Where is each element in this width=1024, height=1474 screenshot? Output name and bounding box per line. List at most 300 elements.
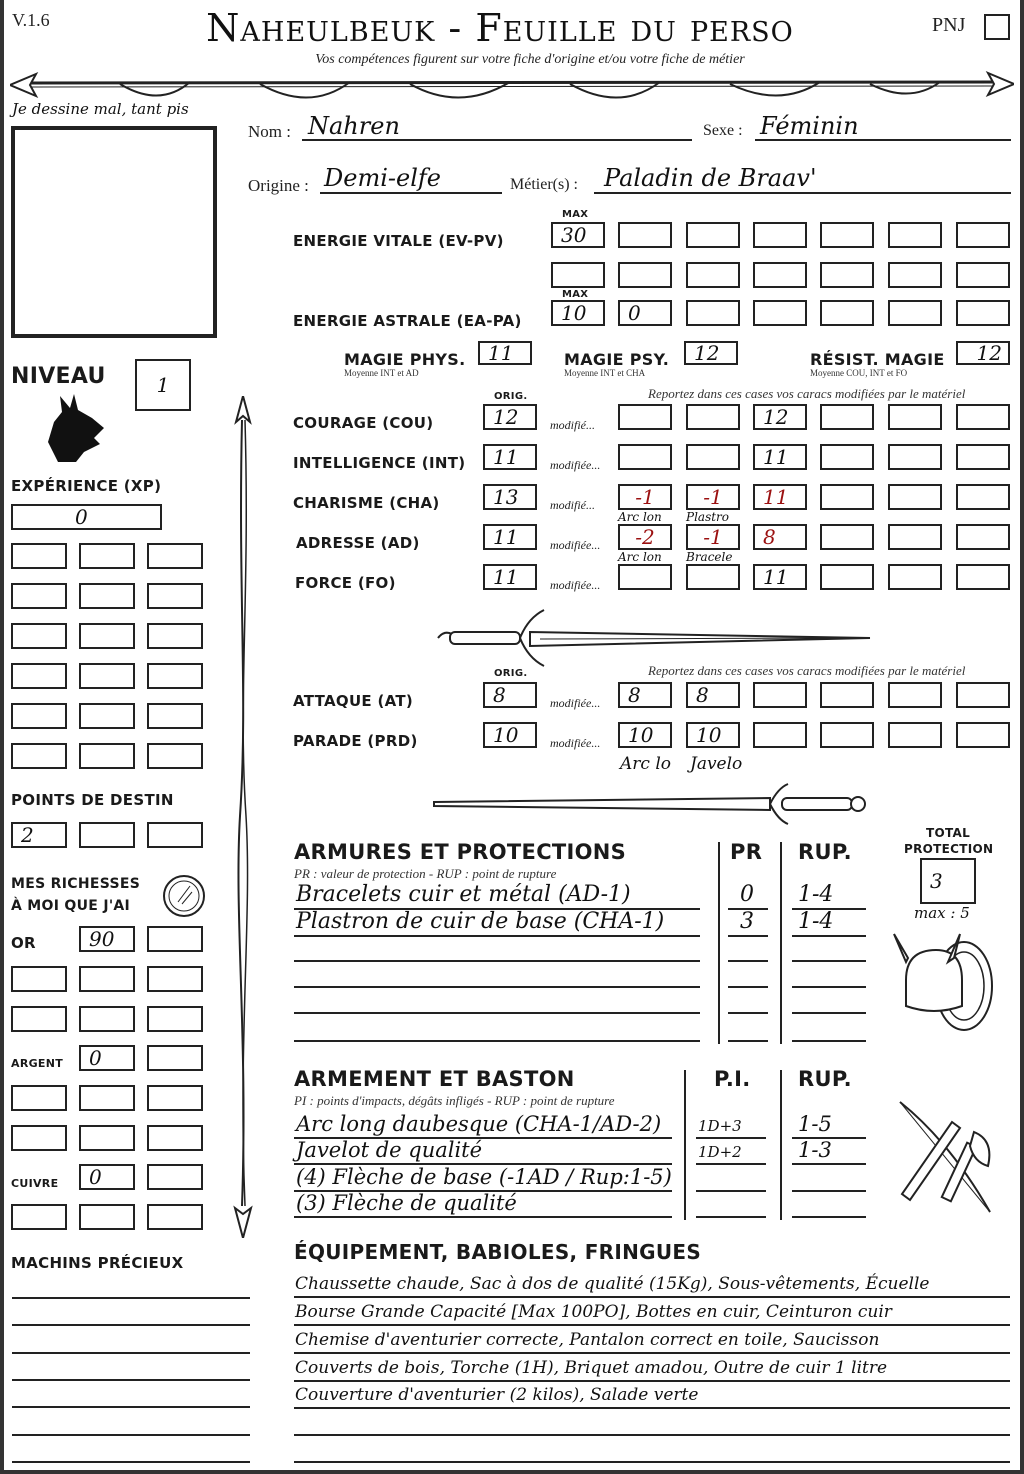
carac-mod-box[interactable] <box>753 564 807 590</box>
combat-mod-box-value <box>958 724 1008 746</box>
carac-mod-box[interactable] <box>686 444 740 470</box>
magie-psy-box[interactable] <box>684 341 738 365</box>
xp-box[interactable] <box>79 543 135 569</box>
armures-title: ARMURES ET PROTECTIONS <box>294 840 627 864</box>
xp-box[interactable] <box>79 583 135 609</box>
carac-mod-box[interactable] <box>888 484 942 510</box>
total-protection-value: 3 <box>930 869 943 893</box>
niveau-value: 1 <box>156 373 170 397</box>
resist-magie-note: Moyenne COU, INT et FO <box>810 368 908 378</box>
carac-mod-box-value: 11 <box>763 485 789 509</box>
armure-rup[interactable]: 1-4 <box>798 882 834 907</box>
niveau-box[interactable] <box>135 359 191 411</box>
carac-mod-note: Arc lon <box>618 550 662 564</box>
armures-col-divider-1 <box>718 842 720 1044</box>
combat-label: ATTAQUE (AT) <box>293 692 414 710</box>
xp-box[interactable] <box>11 543 67 569</box>
combat-modifie-label: modifiée... <box>550 736 601 750</box>
destin-box[interactable] <box>11 822 67 848</box>
money-box[interactable] <box>11 1204 67 1230</box>
carac-label: COURAGE (COU) <box>293 414 434 432</box>
carac-mod-box[interactable] <box>686 484 740 510</box>
origine-underline <box>320 192 502 194</box>
combat-mod-box-value: 8 <box>628 683 641 707</box>
destin-label: POINTS DE DESTIN <box>11 791 174 809</box>
armure-line <box>294 986 700 988</box>
armement-note: PI : points d'impacts, dégâts infligés - RUP : point de rupture <box>294 1093 615 1108</box>
arme-rup-line <box>792 1190 866 1192</box>
xp-box[interactable] <box>147 623 203 649</box>
destin-box[interactable] <box>79 822 135 848</box>
carac-mod-box-value <box>822 566 872 588</box>
armure-rup-line <box>792 986 866 988</box>
carac-mod-box[interactable] <box>753 404 807 430</box>
armure-line <box>294 935 700 937</box>
equipement-line-text[interactable]: Chaussette chaude, Sac à dos de qualité (15Kg), Sous-vêtements, Écuelle <box>295 1274 930 1294</box>
money-box[interactable] <box>79 1125 135 1151</box>
ea-label: ENERGIE ASTRALE (EA-PA) <box>293 312 522 330</box>
carac-mod-box[interactable] <box>618 524 672 550</box>
carac-mod-box[interactable] <box>956 524 1010 550</box>
armure-pr-line <box>728 1040 768 1042</box>
xp-box[interactable] <box>147 663 203 689</box>
armure-rup-line <box>792 960 866 962</box>
carac-label: FORCE (FO) <box>295 574 396 592</box>
resist-magie-value: 12 <box>976 341 1002 365</box>
carac-mod-box[interactable] <box>686 404 740 430</box>
combat-mod-box-value <box>822 684 872 706</box>
ev-box-value <box>822 224 872 246</box>
arme-rup-line <box>792 1216 866 1218</box>
carac-mod-box[interactable] <box>820 564 874 590</box>
ev-box[interactable] <box>956 262 1010 288</box>
xp-box[interactable] <box>147 703 203 729</box>
money-box[interactable] <box>147 1204 203 1230</box>
dragon-head-icon <box>40 392 106 464</box>
combat-mod-box[interactable] <box>753 722 807 748</box>
ev-box[interactable] <box>618 262 672 288</box>
magie-phys-box[interactable] <box>478 341 532 365</box>
money-box[interactable] <box>147 1125 203 1151</box>
carac-mod-box[interactable] <box>956 444 1010 470</box>
carac-mod-box[interactable] <box>820 404 874 430</box>
carac-orig-box[interactable] <box>483 564 537 590</box>
magie-psy-value: 12 <box>694 341 720 365</box>
money-box[interactable] <box>79 966 135 992</box>
combat-mod-box[interactable] <box>956 682 1010 708</box>
carac-mod-box-value <box>620 446 670 468</box>
combat-mod-box[interactable] <box>618 682 672 708</box>
ev-box-value <box>822 264 872 286</box>
destin-box-value: 2 <box>21 823 34 847</box>
resist-magie-box[interactable] <box>956 341 1010 365</box>
carac-mod-box-value <box>688 446 738 468</box>
xp-box[interactable] <box>11 703 67 729</box>
xp-box[interactable] <box>147 743 203 769</box>
combat-orig-box[interactable] <box>483 722 537 748</box>
carac-mod-box-value: -1 <box>635 485 655 509</box>
ev-box[interactable] <box>820 262 874 288</box>
carac-modifie-label: modifiée... <box>550 578 601 592</box>
carac-mod-box[interactable] <box>686 524 740 550</box>
carac-label: ADRESSE (AD) <box>296 534 420 552</box>
nom-value[interactable]: Nahren <box>308 112 400 140</box>
ev-box-value: 30 <box>561 223 587 247</box>
xp-box[interactable] <box>79 623 135 649</box>
ev-box[interactable] <box>888 222 942 248</box>
ea-box-value: 0 <box>628 301 641 325</box>
carac-mod-box[interactable] <box>956 564 1010 590</box>
xp-box[interactable] <box>11 663 67 689</box>
coin-icon <box>160 872 208 920</box>
ev-box[interactable] <box>686 222 740 248</box>
armure-line <box>294 1012 700 1014</box>
carac-orig-box-value: 11 <box>493 565 519 589</box>
armement-title: ARMEMENT ET BASTON <box>294 1067 575 1091</box>
money-box-value: 0 <box>89 1165 102 1189</box>
arme-pi-line <box>696 1190 766 1192</box>
destin-box[interactable] <box>147 822 203 848</box>
sexe-label: Sexe : <box>703 122 743 139</box>
spear-vertical-icon <box>228 396 258 1238</box>
equipement-line-text[interactable]: Chemise d'aventurier correcte, Pantalon correct en toile, Saucisson <box>295 1330 880 1350</box>
carac-mod-box[interactable] <box>956 404 1010 430</box>
equipement-line <box>294 1461 1010 1463</box>
carac-mod-note: Bracele <box>686 550 733 564</box>
carac-mod-box-value <box>688 566 738 588</box>
metier-label: Métier(s) : <box>510 176 578 193</box>
carac-mod-box-value: 8 <box>763 525 776 549</box>
machins-line[interactable] <box>12 1434 250 1436</box>
carac-mod-box[interactable] <box>686 564 740 590</box>
armure-pr-line <box>728 986 768 988</box>
combat-note-1: Arc lo <box>620 754 671 774</box>
money-box[interactable] <box>147 1045 203 1071</box>
caracs-orig-label: ORIG. <box>494 391 528 402</box>
armement-col-divider-2 <box>780 1070 782 1220</box>
money-box[interactable] <box>79 1006 135 1032</box>
sexe-underline <box>755 139 1011 141</box>
carac-mod-box-value <box>822 526 872 548</box>
combat-mod-box-value <box>755 724 805 746</box>
ev-box-value <box>755 224 805 246</box>
ea-box[interactable] <box>551 300 605 326</box>
ev-box[interactable] <box>618 222 672 248</box>
ev-box-value <box>755 264 805 286</box>
equipement-title: ÉQUIPEMENT, BABIOLES, FRINGUES <box>294 1240 702 1264</box>
combat-mod-box-value: 10 <box>628 723 654 747</box>
arme-rup[interactable]: 1-5 <box>798 1112 832 1136</box>
combat-mod-box[interactable] <box>956 722 1010 748</box>
combat-orig-box-value: 10 <box>493 723 519 747</box>
richesses-label-1: MES RICHESSES <box>11 876 141 892</box>
machins-line[interactable] <box>12 1406 250 1408</box>
xp-box[interactable] <box>11 743 67 769</box>
machins-line[interactable] <box>12 1352 250 1354</box>
xp-value: 0 <box>75 505 88 529</box>
combat-mod-box[interactable] <box>618 722 672 748</box>
carac-mod-box-value <box>822 406 872 428</box>
money-box[interactable] <box>79 1085 135 1111</box>
helmet-shield-icon <box>890 928 1000 1034</box>
ev-max-label: MAX <box>562 209 589 220</box>
ea-box[interactable] <box>686 300 740 326</box>
combat-mod-box[interactable] <box>686 682 740 708</box>
armure-pr-line <box>728 1012 768 1014</box>
niveau-label: NIVEAU <box>11 364 106 389</box>
equipement-line <box>294 1296 1010 1298</box>
armure-pr[interactable]: 3 <box>740 909 754 934</box>
carac-mod-box[interactable] <box>820 484 874 510</box>
combat-mod-box[interactable] <box>753 682 807 708</box>
portrait-caption: Je dessine mal, tant pis <box>12 100 189 118</box>
combat-orig-box[interactable] <box>483 682 537 708</box>
carac-mod-box-value <box>958 526 1008 548</box>
portrait-box[interactable] <box>11 126 217 338</box>
carac-mod-box-value <box>620 566 670 588</box>
carac-mod-box[interactable] <box>888 404 942 430</box>
carac-mod-box[interactable] <box>753 484 807 510</box>
armement-col-divider-1 <box>684 1070 686 1220</box>
carac-modifie-label: modifiée... <box>550 538 601 552</box>
carac-mod-box-value: -1 <box>703 525 723 549</box>
ev-box[interactable] <box>956 222 1010 248</box>
money-box[interactable] <box>11 1006 67 1032</box>
money-box[interactable] <box>79 926 135 952</box>
arme-pi-line <box>696 1137 766 1139</box>
equipement-line <box>294 1434 1010 1436</box>
magie-phys-note: Moyenne INT et AD <box>344 368 419 378</box>
ev-box-value <box>890 264 940 286</box>
armures-col-divider-2 <box>780 842 782 1044</box>
money-box[interactable] <box>147 966 203 992</box>
total-protection-label-1: TOTAL <box>926 826 971 840</box>
money-box[interactable] <box>147 1085 203 1111</box>
arme-rup[interactable]: 1-3 <box>798 1138 832 1162</box>
machins-line[interactable] <box>12 1461 250 1463</box>
ev-box[interactable] <box>551 262 605 288</box>
ev-label: ENERGIE VITALE (EV-PV) <box>293 232 504 250</box>
equipement-line-text[interactable]: Couverts de bois, Torche (1H), Briquet amadou, Outre de cuir 1 litre <box>295 1358 888 1378</box>
sword-icon <box>430 608 880 668</box>
sexe-value[interactable]: Féminin <box>760 112 859 140</box>
combat-mod-box-value <box>822 724 872 746</box>
ea-box[interactable] <box>753 300 807 326</box>
armure-rup-line <box>792 1040 866 1042</box>
combat-mod-box[interactable] <box>888 722 942 748</box>
ev-box-value <box>620 224 670 246</box>
magie-phys-label: MAGIE PHYS. <box>344 350 466 369</box>
version-label: V.1.6 <box>12 10 50 30</box>
nom-underline <box>302 139 692 141</box>
xp-box[interactable] <box>147 583 203 609</box>
origine-value[interactable]: Demi-elfe <box>324 164 441 192</box>
combat-modifie-label: modifiée... <box>550 696 601 710</box>
ea-box-value <box>688 302 738 324</box>
carac-mod-box[interactable] <box>753 524 807 550</box>
money-box[interactable] <box>79 1164 135 1190</box>
ev-box-value <box>688 264 738 286</box>
ea-box[interactable] <box>618 300 672 326</box>
machins-label: MACHINS PRÉCIEUX <box>11 1254 184 1272</box>
carac-mod-note: Arc lon <box>618 510 662 524</box>
money-box[interactable] <box>11 966 67 992</box>
richesses-label-2: À MOI QUE J'AI <box>11 898 131 914</box>
armure-rup[interactable]: 1-4 <box>798 909 834 934</box>
carac-orig-box[interactable] <box>483 404 537 430</box>
carac-label: CHARISME (CHA) <box>293 494 440 512</box>
carac-orig-box[interactable] <box>483 484 537 510</box>
combat-orig-label: ORIG. <box>494 668 528 679</box>
money-box[interactable] <box>147 1164 203 1190</box>
armure-line <box>294 1040 700 1042</box>
ea-box-value <box>890 302 940 324</box>
xp-box[interactable] <box>79 743 135 769</box>
money-box[interactable] <box>11 1085 67 1111</box>
carac-mod-box[interactable] <box>618 484 672 510</box>
carac-mod-box[interactable] <box>956 484 1010 510</box>
metier-underline <box>594 192 1011 194</box>
carac-mod-box[interactable] <box>888 524 942 550</box>
machins-line[interactable] <box>12 1324 250 1326</box>
xp-box[interactable] <box>79 663 135 689</box>
combat-mod-box-value: 10 <box>696 723 722 747</box>
arme-name[interactable]: (3) Flèche de qualité <box>296 1191 517 1215</box>
equipement-line <box>294 1380 1010 1382</box>
equipement-line <box>294 1352 1010 1354</box>
ev-box[interactable] <box>551 222 605 248</box>
money-box[interactable] <box>147 1006 203 1032</box>
ev-box[interactable] <box>753 262 807 288</box>
arme-pi[interactable]: 1D+3 <box>698 1117 742 1135</box>
ea-box[interactable] <box>956 300 1010 326</box>
xp-box[interactable] <box>11 583 67 609</box>
combat-mod-box[interactable] <box>686 722 740 748</box>
arme-pi[interactable]: 1D+2 <box>698 1143 742 1161</box>
ev-box[interactable] <box>820 222 874 248</box>
carac-mod-box-value <box>890 566 940 588</box>
carac-orig-box[interactable] <box>483 524 537 550</box>
carac-orig-box-value: 13 <box>493 485 519 509</box>
metier-value[interactable]: Paladin de Braav' <box>604 164 817 192</box>
ea-box-value: 10 <box>561 301 587 325</box>
carac-orig-box[interactable] <box>483 444 537 470</box>
carac-mod-box-value <box>890 526 940 548</box>
total-protection-box[interactable] <box>920 858 976 904</box>
pnj-checkbox[interactable] <box>984 14 1010 40</box>
armure-name[interactable]: Plastron de cuir de base (CHA-1) <box>296 909 665 934</box>
ev-box-value <box>958 224 1008 246</box>
carac-mod-box[interactable] <box>888 444 942 470</box>
carac-mod-box-value <box>890 486 940 508</box>
equipement-line <box>294 1324 1010 1326</box>
xp-box[interactable] <box>79 703 135 729</box>
arme-pi-line <box>696 1163 766 1165</box>
armure-name[interactable]: Bracelets cuir et métal (AD-1) <box>296 882 631 907</box>
combat-mod-box-value <box>958 684 1008 706</box>
carac-mod-box[interactable] <box>820 524 874 550</box>
carac-mod-box-value: 11 <box>763 565 789 589</box>
money-box[interactable] <box>79 1204 135 1230</box>
ea-box-value <box>755 302 805 324</box>
carac-modifie-label: modifié... <box>550 418 595 432</box>
machins-line[interactable] <box>12 1297 250 1299</box>
equipement-line-text[interactable]: Bourse Grande Capacité [Max 100PO], Bottes en cuir, Ceinturon cuir <box>295 1302 892 1322</box>
page-title: Naheulbeuk - Feuille du perso <box>206 6 794 50</box>
carac-mod-box[interactable] <box>888 564 942 590</box>
cuivre-label: CUIVRE <box>11 1177 59 1190</box>
arme-name[interactable]: Arc long daubesque (CHA-1/AD-2) <box>296 1112 662 1136</box>
carac-mod-note: Plastro <box>686 510 730 524</box>
page-subtitle: Vos compétences figurent sur votre fiche d'origine et/ou votre fiche de métier <box>315 52 745 67</box>
xp-label: EXPÉRIENCE (XP) <box>11 477 162 495</box>
armure-rup-line <box>792 1012 866 1014</box>
money-box-value: 0 <box>89 1046 102 1070</box>
armure-pr[interactable]: 0 <box>740 882 754 907</box>
ea-box-value <box>822 302 872 324</box>
xp-box[interactable] <box>11 623 67 649</box>
money-box[interactable] <box>11 1125 67 1151</box>
ev-box[interactable] <box>753 222 807 248</box>
ev-box[interactable] <box>686 262 740 288</box>
ev-box-value <box>958 264 1008 286</box>
arme-name[interactable]: Javelot de qualité <box>296 1138 483 1162</box>
nom-label: Nom : <box>248 122 291 141</box>
ea-box-value <box>958 302 1008 324</box>
carac-mod-box-value: -2 <box>635 525 655 549</box>
resist-magie-label: RÉSIST. MAGIE <box>810 350 945 369</box>
ea-max-label: MAX <box>562 289 589 300</box>
arme-name[interactable]: (4) Flèche de base (-1AD / Rup:1-5) <box>296 1165 672 1189</box>
carac-modifie-label: modifié... <box>550 498 595 512</box>
ev-box[interactable] <box>888 262 942 288</box>
ea-box[interactable] <box>820 300 874 326</box>
carac-orig-box-value: 12 <box>493 405 519 429</box>
carac-mod-box[interactable] <box>618 444 672 470</box>
argent-label: ARGENT <box>11 1057 64 1070</box>
xp-box[interactable] <box>147 543 203 569</box>
equipement-line-text[interactable]: Couverture d'aventurier (2 kilos), Salade verte <box>295 1385 699 1405</box>
ev-box-value <box>620 264 670 286</box>
xp-box[interactable] <box>11 504 162 530</box>
carac-mod-box[interactable] <box>820 444 874 470</box>
money-box[interactable] <box>79 1045 135 1071</box>
carac-mod-box[interactable] <box>753 444 807 470</box>
pnj-label: PNJ <box>932 14 966 36</box>
money-box[interactable] <box>147 926 203 952</box>
magie-phys-value: 11 <box>488 341 514 365</box>
crossed-weapons-icon <box>890 1092 1010 1216</box>
combat-mod-box[interactable] <box>820 722 874 748</box>
carac-mod-box[interactable] <box>618 404 672 430</box>
armure-pr-line <box>728 960 768 962</box>
combat-report-note: Reportez dans ces cases vos caracs modifiées par le matériel <box>648 663 966 678</box>
carac-mod-box-value <box>890 446 940 468</box>
armures-pr-header: PR <box>730 840 763 864</box>
ea-box[interactable] <box>888 300 942 326</box>
combat-mod-box[interactable] <box>888 682 942 708</box>
arme-line <box>294 1216 672 1218</box>
combat-mod-box-value <box>890 724 940 746</box>
carac-modifie-label: modifiée... <box>550 458 601 472</box>
combat-mod-box[interactable] <box>820 682 874 708</box>
carac-mod-box-value <box>620 406 670 428</box>
carac-mod-box[interactable] <box>618 564 672 590</box>
machins-line[interactable] <box>12 1379 250 1381</box>
combat-mod-box-value <box>890 684 940 706</box>
armure-rup-line <box>792 935 866 937</box>
sword-icon-2 <box>430 780 870 830</box>
